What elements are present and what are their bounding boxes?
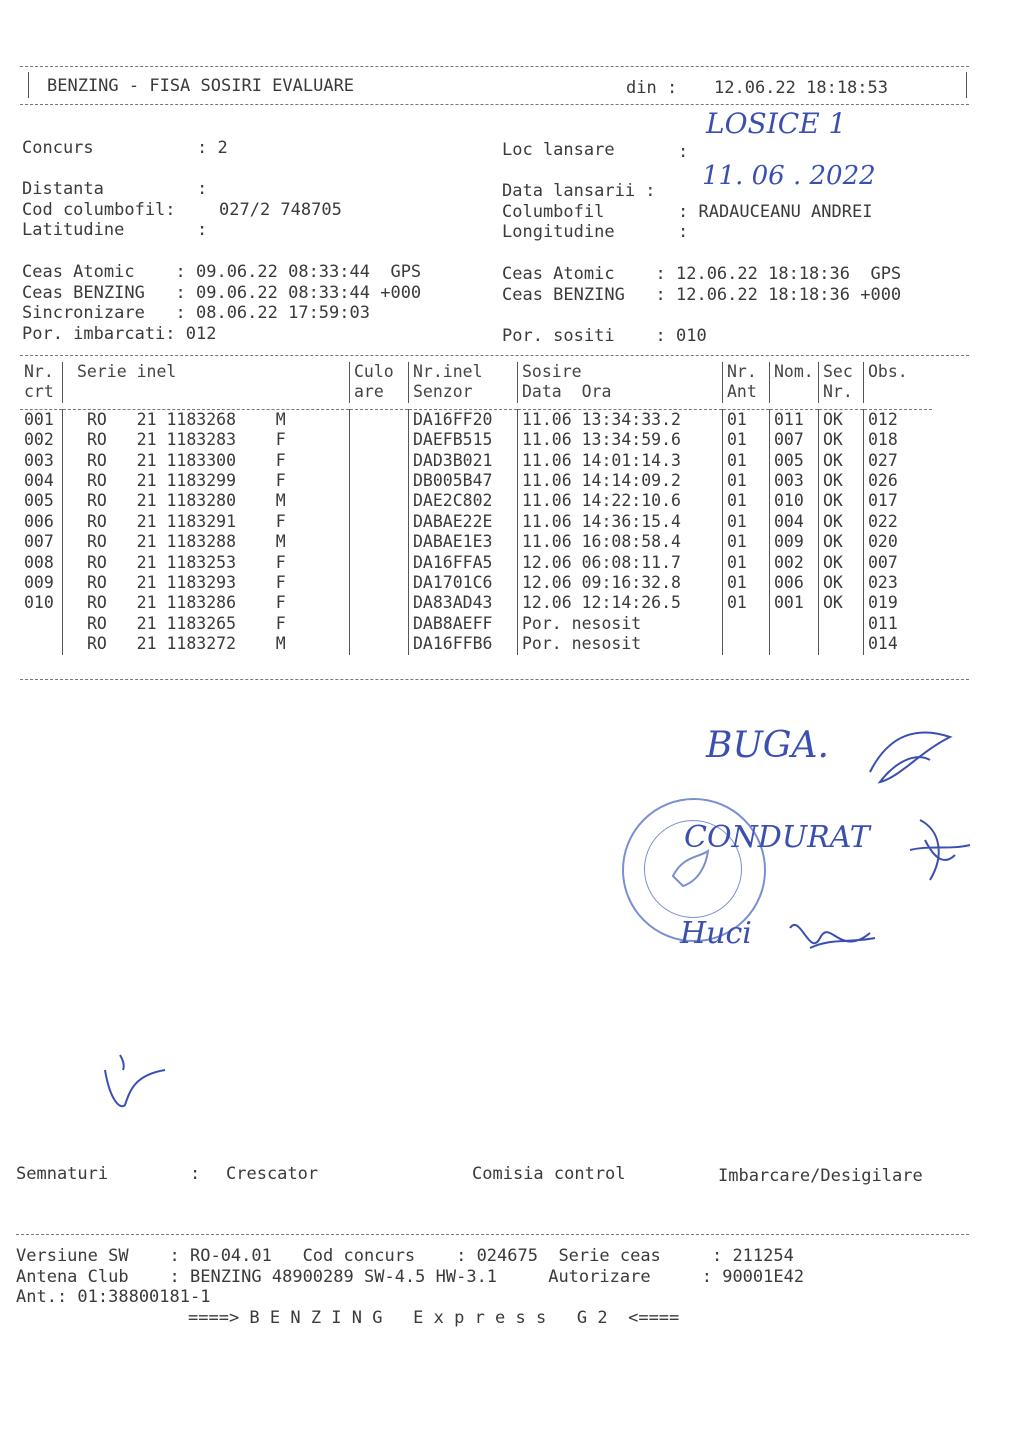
cell-sec: OK xyxy=(819,491,864,511)
cell-obs: 007 xyxy=(864,553,933,573)
cell-senzor: DA1701C6 xyxy=(409,573,518,593)
cell-obs: 027 xyxy=(864,451,933,471)
cell-nom: 007 xyxy=(770,430,819,450)
handwritten-huci: Huci xyxy=(680,916,752,951)
cell-sec: OK xyxy=(819,409,864,430)
cell-nom: 009 xyxy=(770,532,819,552)
por-imbarcati: Por. imbarcati: 012 xyxy=(22,324,217,344)
cell-culoare xyxy=(350,573,409,593)
table-bottom-rule xyxy=(20,679,969,680)
header-bottom-rule xyxy=(20,104,969,105)
semnaturi-label: Semnaturi xyxy=(16,1164,109,1184)
cell-nom: 004 xyxy=(770,512,819,532)
header-obs: Obs. xyxy=(864,362,933,403)
header-sosire: Sosire Data Ora xyxy=(518,362,723,403)
cell-senzor: DB005B47 xyxy=(409,471,518,491)
cell-obs: 014 xyxy=(864,634,933,654)
loc-lansare-handwritten: LOSICE 1 xyxy=(706,107,847,140)
din-label: din : xyxy=(626,78,678,98)
cell-nom: 011 xyxy=(770,409,819,430)
cell-ant xyxy=(723,614,770,634)
cell-obs: 026 xyxy=(864,471,933,491)
arrivals-table xyxy=(20,362,932,655)
cell-culoare xyxy=(350,430,409,450)
data-lansarii-label: Data lansarii : xyxy=(502,181,656,201)
cell-serie: RO 21 1183299 F xyxy=(63,471,350,491)
header-top-rule xyxy=(20,66,969,67)
header-culoare: Culo are xyxy=(350,362,409,403)
columbofil-label: Columbofil xyxy=(502,202,605,222)
cell-culoare xyxy=(350,451,409,471)
cell-nr: 010 xyxy=(24,593,54,613)
cell-senzor: DA16FF20 xyxy=(409,409,518,430)
cell-sec: OK xyxy=(819,532,864,552)
cell-sosire: 12.06 12:14:26.5 xyxy=(518,593,723,613)
footer-line-3: Ant.: 01:38800181-1 xyxy=(16,1287,211,1307)
cell-nr: 006 xyxy=(24,511,54,531)
signature-scribble-condurat xyxy=(900,810,980,890)
cell-serie: RO 21 1183300 F xyxy=(63,451,350,471)
concurs-value: : 2 xyxy=(197,138,228,158)
table-row xyxy=(20,553,932,573)
header-right-bar xyxy=(966,72,967,98)
cell-nr: 007 xyxy=(24,532,54,552)
cod-columbofil-value: 027/2 748705 xyxy=(219,200,342,220)
table-row xyxy=(20,593,932,613)
cell-culoare xyxy=(350,593,409,613)
crescator-label: Crescator xyxy=(226,1164,319,1184)
header-senzor: Nr.inel Senzor xyxy=(409,362,518,403)
cell-nr xyxy=(20,614,63,634)
handwritten-buga: BUGA. xyxy=(706,725,829,766)
cell-nom: 003 xyxy=(770,471,819,491)
data-lansarii-handwritten: 11. 06 . 2022 xyxy=(702,161,876,191)
ceas-atomic-left: Ceas Atomic : 09.06.22 08:33:44 GPS xyxy=(22,262,422,282)
cell-ant: 01 xyxy=(723,553,770,573)
cell-culoare xyxy=(350,512,409,532)
cell-sosire: Por. nesosit xyxy=(518,614,723,634)
cell-nom: 005 xyxy=(770,451,819,471)
cell-senzor: DA16FFB6 xyxy=(409,634,518,654)
ceas-benzing-left: Ceas BENZING : 09.06.22 08:33:44 +000 xyxy=(22,283,422,303)
table-row xyxy=(20,532,932,552)
cell-senzor: DAB8AEFF xyxy=(409,614,518,634)
cell-senzor: DABAE1E3 xyxy=(409,532,518,552)
cell-sec xyxy=(819,634,864,654)
cell-senzor: DA16FFA5 xyxy=(409,553,518,573)
cell-serie: RO 21 1183283 F xyxy=(63,430,350,450)
header-nom: Nom. xyxy=(770,362,819,403)
cell-nom xyxy=(770,614,819,634)
cell-serie: RO 21 1183288 M xyxy=(63,532,350,552)
cell-sosire: 11.06 14:22:10.6 xyxy=(518,491,723,511)
sincronizare: Sincronizare : 08.06.22 17:59:03 xyxy=(22,303,370,323)
signature-scribble-huci xyxy=(780,908,880,968)
handwritten-condurat: CONDURAT xyxy=(684,820,870,855)
header-serie: Serie inel xyxy=(63,362,350,403)
footer-line-4: ====> B E N Z I N G E x p r e s s G 2 <==== xyxy=(188,1308,680,1328)
cell-ant: 01 xyxy=(723,409,770,430)
table-row xyxy=(20,573,932,593)
cell-sosire: 11.06 13:34:33.2 xyxy=(518,409,723,430)
cell-nr: 001 xyxy=(24,409,54,429)
cell-ant xyxy=(723,634,770,654)
cell-nr: 009 xyxy=(24,573,54,593)
comisia-control-label: Comisia control xyxy=(472,1164,626,1184)
imbarcare-label: Imbarcare/Desigilare xyxy=(718,1166,923,1186)
table-header-row xyxy=(20,362,932,403)
footer-line-2: Antena Club : BENZING 48900289 SW-4.5 HW-3.1 Autorizare : 90001E42 xyxy=(16,1267,805,1287)
cell-sec: OK xyxy=(819,573,864,593)
cell-obs: 022 xyxy=(864,512,933,532)
cell-nom: 006 xyxy=(770,573,819,593)
table-row xyxy=(20,471,932,491)
cell-sosire: Por. nesosit xyxy=(518,634,723,654)
cell-obs: 023 xyxy=(864,573,933,593)
table-row xyxy=(20,491,932,511)
cell-ant: 01 xyxy=(723,532,770,552)
cell-obs: 020 xyxy=(864,532,933,552)
cell-sosire: 11.06 13:34:59.6 xyxy=(518,430,723,450)
table-row xyxy=(20,451,932,471)
cell-serie: RO 21 1183272 M xyxy=(63,634,350,654)
cell-nr: 008 xyxy=(24,552,54,572)
cell-nr: 003 xyxy=(24,450,54,470)
cell-serie: RO 21 1183253 F xyxy=(63,553,350,573)
cell-sec xyxy=(819,614,864,634)
cell-obs: 012 xyxy=(864,409,933,430)
din-value: 12.06.22 18:18:53 xyxy=(714,78,888,98)
cell-culoare xyxy=(350,614,409,634)
cell-sec: OK xyxy=(819,512,864,532)
cell-sec: OK xyxy=(819,430,864,450)
header-left-bar xyxy=(28,72,29,98)
cell-sec: OK xyxy=(819,593,864,613)
table-top-rule xyxy=(20,355,969,356)
header-ant: Nr. Ant xyxy=(723,362,770,403)
cell-culoare xyxy=(350,532,409,552)
table-row xyxy=(20,512,932,532)
longitudine-label: Longitudine xyxy=(502,222,615,242)
header-sec: Sec Nr. xyxy=(819,362,864,403)
cell-ant: 01 xyxy=(723,471,770,491)
table-row xyxy=(20,614,932,634)
cell-culoare xyxy=(350,634,409,654)
cell-ant: 01 xyxy=(723,451,770,471)
cell-senzor: DAEFB515 xyxy=(409,430,518,450)
header-nr: Nr. crt xyxy=(24,362,54,402)
signature-scribble-left xyxy=(95,1050,175,1120)
cell-nom xyxy=(770,634,819,654)
cell-senzor: DA83AD43 xyxy=(409,593,518,613)
cell-ant: 01 xyxy=(723,593,770,613)
cell-serie: RO 21 1183286 F xyxy=(63,593,350,613)
cell-obs: 019 xyxy=(864,593,933,613)
cell-culoare xyxy=(350,409,409,430)
cell-nr: 005 xyxy=(24,491,54,511)
por-sositi: Por. sositi : 010 xyxy=(502,326,707,346)
cell-sosire: 12.06 09:16:32.8 xyxy=(518,573,723,593)
latitudine-value: : xyxy=(197,220,208,240)
loc-lansare-colon: : xyxy=(678,142,689,162)
concurs-label: Concurs xyxy=(22,138,94,158)
loc-lansare-label: Loc lansare xyxy=(502,140,615,160)
cell-culoare xyxy=(350,553,409,573)
cell-sosire: 11.06 16:08:58.4 xyxy=(518,532,723,552)
distanta-value: : xyxy=(197,179,208,199)
cell-serie: RO 21 1183293 F xyxy=(63,573,350,593)
cell-sec: OK xyxy=(819,451,864,471)
cell-senzor: DAE2C802 xyxy=(409,491,518,511)
table-row xyxy=(20,430,932,450)
cell-serie: RO 21 1183291 F xyxy=(63,512,350,532)
ceas-benzing-right: Ceas BENZING : 12.06.22 18:18:36 +000 xyxy=(502,285,902,305)
cell-sec: OK xyxy=(819,471,864,491)
cell-obs: 017 xyxy=(864,491,933,511)
cell-sosire: 11.06 14:14:09.2 xyxy=(518,471,723,491)
ceas-atomic-right: Ceas Atomic : 12.06.22 18:18:36 GPS xyxy=(502,264,902,284)
footer-line-1: Versiune SW : RO-04.01 Cod concurs : 024675 Serie ceas : 211254 xyxy=(16,1246,794,1266)
cell-serie: RO 21 1183268 M xyxy=(63,409,350,430)
longitudine-value: : xyxy=(678,222,689,242)
latitudine-label: Latitudine xyxy=(22,220,125,240)
cell-serie: RO 21 1183280 M xyxy=(63,491,350,511)
cell-ant: 01 xyxy=(723,491,770,511)
cell-nom: 010 xyxy=(770,491,819,511)
cell-nom: 001 xyxy=(770,593,819,613)
cell-sosire: 11.06 14:36:15.4 xyxy=(518,512,723,532)
cell-nom: 002 xyxy=(770,553,819,573)
cell-senzor: DAD3B021 xyxy=(409,451,518,471)
cell-sosire: 11.06 14:01:14.3 xyxy=(518,451,723,471)
table-row xyxy=(20,409,932,430)
cell-culoare xyxy=(350,471,409,491)
cell-senzor: DABAE22E xyxy=(409,512,518,532)
cell-ant: 01 xyxy=(723,573,770,593)
cell-ant: 01 xyxy=(723,430,770,450)
cod-columbofil-label: Cod columbofil: xyxy=(22,200,176,220)
signature-scribble-buga xyxy=(860,722,960,792)
cell-ant: 01 xyxy=(723,512,770,532)
columbofil-value: : RADAUCEANU ANDREI xyxy=(678,202,873,222)
cell-serie: RO 21 1183265 F xyxy=(63,614,350,634)
cell-sosire: 12.06 06:08:11.7 xyxy=(518,553,723,573)
footer-rule xyxy=(16,1234,969,1235)
document-title: BENZING - FISA SOSIRI EVALUARE xyxy=(47,76,355,96)
table-row xyxy=(20,634,932,654)
distanta-label: Distanta xyxy=(22,179,104,199)
cell-nr xyxy=(20,634,63,654)
cell-nr: 002 xyxy=(24,430,54,450)
cell-obs: 018 xyxy=(864,430,933,450)
semnaturi-colon: : xyxy=(190,1164,201,1184)
cell-culoare xyxy=(350,491,409,511)
cell-nr: 004 xyxy=(24,471,54,491)
cell-sec: OK xyxy=(819,553,864,573)
cell-obs: 011 xyxy=(864,614,933,634)
